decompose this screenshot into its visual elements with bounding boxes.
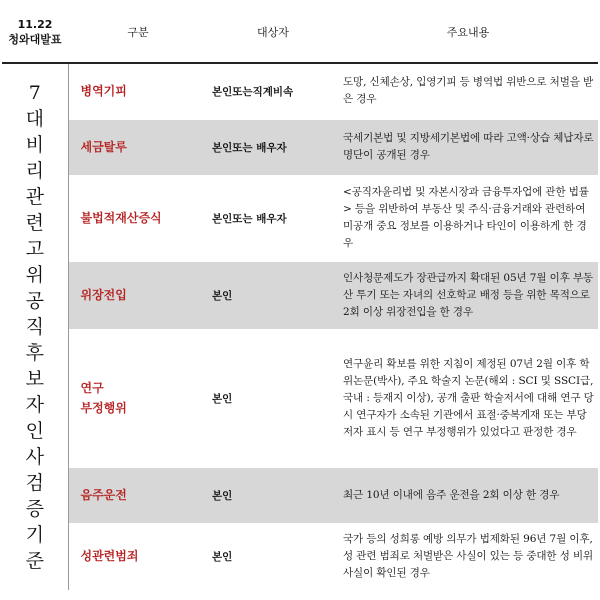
side-label-char: 사 — [25, 445, 44, 468]
side-label-char: 대 — [25, 107, 44, 130]
content-cell: 최근 10년 이내에 음주 운전을 2회 이상 한 경우 — [338, 467, 598, 523]
header-date-issuer — [2, 2, 68, 63]
category-cell: 세금탈루 — [68, 119, 208, 175]
target-cell: 본인 — [208, 523, 338, 589]
side-label-char: 공 — [25, 289, 44, 312]
side-label-char: 자 — [25, 393, 44, 416]
header-row — [2, 2, 598, 63]
target-cell: 본인또는직계비속 — [208, 63, 338, 119]
side-label — [2, 63, 68, 589]
header-content: 주요내용 — [338, 2, 598, 63]
table-row — [2, 329, 598, 467]
side-label-char: 비 — [25, 133, 44, 156]
target-cell: 본인또는 배우자 — [208, 119, 338, 175]
header-target: 대상자 — [208, 2, 338, 63]
content-cell: 도망, 신체손상, 입영기피 등 병역법 위반으로 처벌을 받은 경우 — [338, 63, 598, 119]
side-label-char: 보 — [25, 367, 44, 390]
content-cell: <공직자윤리법 및 자본시장과 금융투자업에 관한 법률> 등을 위반하여 부동산 및 주식·금융거래와 관련하여 미공개 중요 정보를 이용하거나 타인이 이용하게 한 경우 — [338, 175, 598, 261]
side-label-char: 후 — [25, 341, 44, 364]
category-cell: 연구 부정행위 — [68, 329, 208, 467]
table-row — [2, 523, 598, 589]
category-cell: 병역기피 — [68, 63, 208, 119]
content-cell: 연구윤리 확보를 위한 지침이 제정된 07년 2월 이후 학위논문(박사), 주요 학술지 논문(해외 : SCI 및 SSCI급, 국내 : 등재지 이상), 공개 출판 학술저서에 대해 연구 당시 연구자가 소속된 기관에서 표절·중복게재 또는 부당 저자 표시 등 연구 부정행위가 있었다고 판정한 경우 — [338, 329, 598, 467]
side-label-char: 7 — [28, 81, 41, 104]
category-cell: 음주운전 — [68, 467, 208, 523]
header-category: 구분 — [68, 2, 208, 63]
category-cell: 불법적재산증식 — [68, 175, 208, 261]
side-label-char: 직 — [25, 315, 44, 338]
table-row — [2, 467, 598, 523]
category-cell: 성관련범죄 — [68, 523, 208, 589]
side-label-char: 증 — [25, 497, 44, 520]
side-label-char: 위 — [25, 263, 44, 286]
target-cell: 본인 — [208, 329, 338, 467]
side-label-char: 준 — [25, 549, 44, 572]
target-cell: 본인 — [208, 467, 338, 523]
table-row — [2, 63, 598, 119]
side-label-char: 기 — [25, 523, 44, 546]
side-label-char: 리 — [25, 159, 44, 182]
side-label-char: 인 — [25, 419, 44, 442]
side-label-char: 관 — [25, 185, 44, 208]
side-label-char: 련 — [25, 211, 44, 234]
category-cell: 위장전입 — [68, 261, 208, 329]
table-row — [2, 119, 598, 175]
side-label-char: 고 — [25, 237, 44, 260]
target-cell: 본인또는 배우자 — [208, 175, 338, 261]
header-issuer: 청와대발표 — [8, 33, 62, 46]
content-cell: 국세기본법 및 지방세기본법에 따라 고액·상습 체납자로 명단이 공개된 경우 — [338, 119, 598, 175]
table-row — [2, 261, 598, 329]
side-label-char: 검 — [25, 471, 44, 494]
verification-criteria-table — [2, 2, 598, 590]
table-row — [2, 175, 598, 261]
content-cell: 국가 등의 성희롱 예방 의무가 법제화된 96년 7월 이후, 성 관련 범죄로 처벌받은 사실이 있는 등 중대한 성 비위 사실이 확인된 경우 — [338, 523, 598, 589]
content-cell: 인사청문제도가 장관급까지 확대된 05년 7월 이후 부동산 투기 또는 자녀의 선호학교 배정 등을 위한 목적으로 2회 이상 위장전입을 한 경우 — [338, 261, 598, 329]
header-date: 11.22 — [17, 18, 53, 31]
target-cell: 본인 — [208, 261, 338, 329]
